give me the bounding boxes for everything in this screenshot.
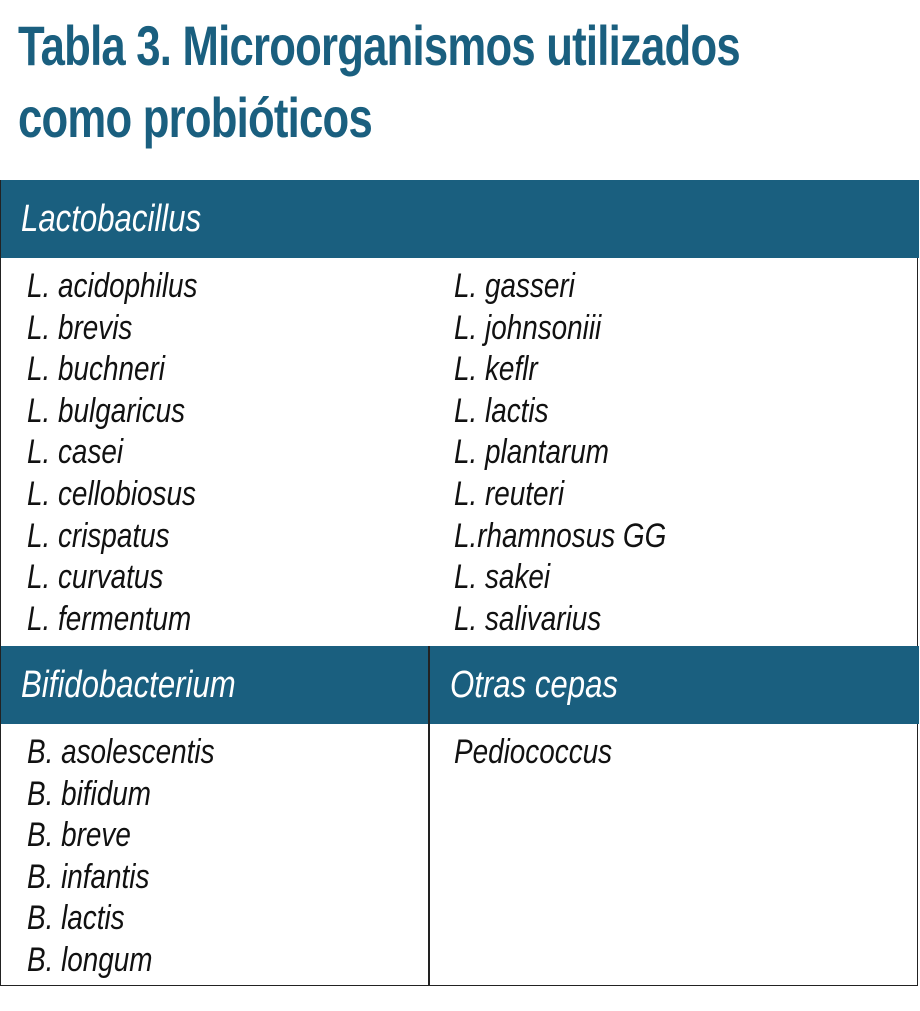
list-item: Pediococcus xyxy=(454,733,613,771)
table-title-line-1: Tabla 3. Microorganismos utilizados xyxy=(18,14,740,77)
otras-cepas-header xyxy=(430,646,919,724)
column-divider xyxy=(428,646,430,986)
list-item: B. longum xyxy=(27,940,153,979)
list-item: B. breve xyxy=(27,816,131,855)
bifidobacterium-list xyxy=(27,732,256,982)
lactobacillus-header-label: Lactobacillus xyxy=(21,198,202,240)
bifidobacterium-header-label: Bifidobacterium xyxy=(21,664,236,706)
list-item: L.rhamnosus GG xyxy=(454,516,667,555)
list-item: L. sakei xyxy=(454,558,551,597)
table-title-line-2: como probióticos xyxy=(18,86,372,149)
list-item: L. fermentum xyxy=(27,599,192,638)
list-item: B. lactis xyxy=(27,899,125,938)
otras-cepas-list xyxy=(454,732,647,774)
list-item: L. plantarum xyxy=(454,433,609,472)
list-item: B. infantis xyxy=(27,857,150,896)
list-item: L. acidophilus xyxy=(27,267,198,305)
list-item: B. asolescentis xyxy=(27,733,215,771)
list-item: L. cellobiosus xyxy=(27,474,196,513)
lactobacillus-header xyxy=(1,180,919,258)
list-item: L. buchneri xyxy=(27,350,165,389)
microorganisms-table xyxy=(0,180,918,986)
list-item: L. bulgaricus xyxy=(27,391,186,430)
list-item: L. keflr xyxy=(454,350,538,389)
otras-cepas-header-label: Otras cepas xyxy=(450,664,618,706)
list-item: L. johnsoniii xyxy=(454,308,602,347)
lactobacillus-list-right xyxy=(454,266,713,640)
list-item: L. salivarius xyxy=(454,599,602,638)
list-item: L. lactis xyxy=(454,391,549,430)
list-item: L. casei xyxy=(27,433,124,472)
list-item: L. crispatus xyxy=(27,516,170,555)
bifidobacterium-header xyxy=(1,646,428,724)
list-item: L. curvatus xyxy=(27,558,164,597)
lactobacillus-list-left xyxy=(27,266,235,640)
list-item: L. brevis xyxy=(27,308,133,347)
table-title xyxy=(18,10,740,154)
list-item: B. bifidum xyxy=(27,774,151,813)
list-item: L. reuteri xyxy=(454,474,565,513)
list-item: L. gasseri xyxy=(454,267,575,305)
